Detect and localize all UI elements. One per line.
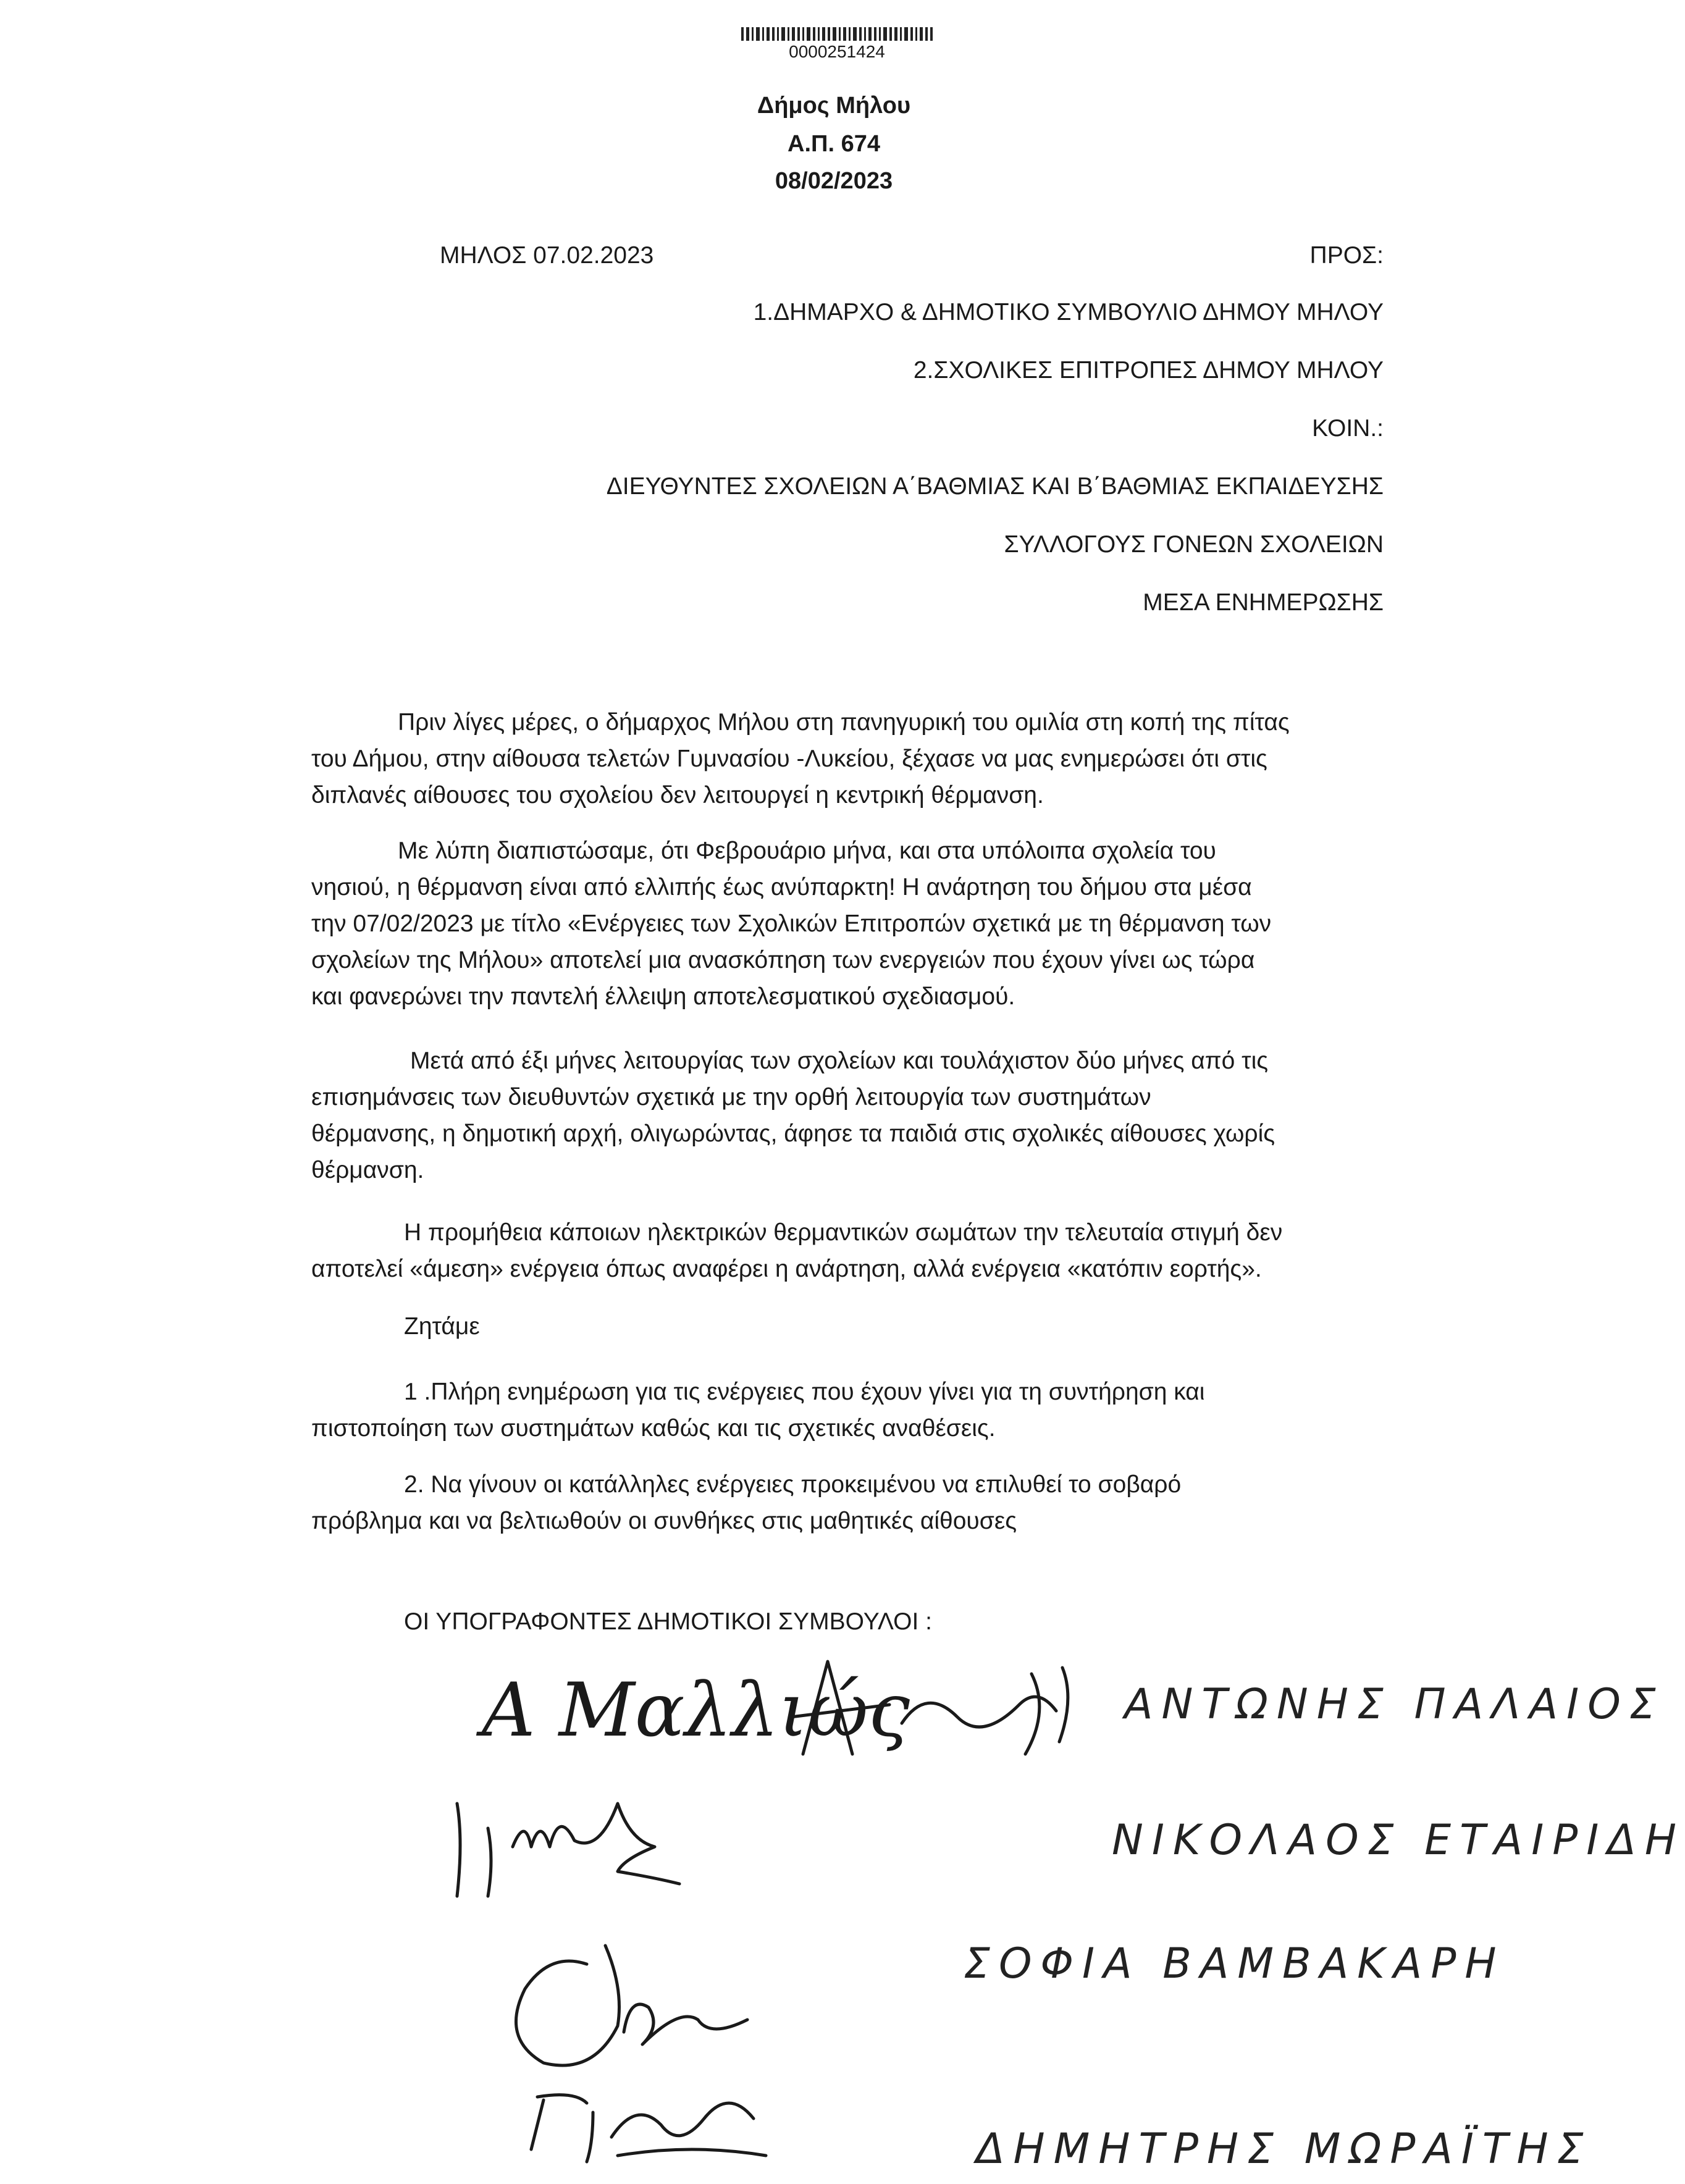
signatory-name-2: ΝΙΚΟΛΑΟΣ ΕΤΑΙΡΙΔΗ	[1112, 1816, 1685, 1865]
cc-2: ΣΥΛΛΟΓΟΥΣ ΓΟΝΕΩΝ ΣΧΟΛΕΙΩΝ	[1004, 531, 1384, 558]
paragraph-4	[311, 1214, 1411, 1287]
registration-date: 08/02/2023	[775, 168, 893, 194]
cc-1: ΔΙΕΥΘΥΝΤΕΣ ΣΧΟΛΕΙΩΝ Α΄ΒΑΘΜΙΑΣ ΚΑΙ Β΄ΒΑΘΜΙΑΣ ΕΚΠΑΙΔΕΥΣΗΣ	[606, 473, 1384, 500]
signatory-name-1: ΑΝΤΩΝΗΣ ΠΑΛΑΙΟΣ	[1124, 1680, 1665, 1729]
text-line: Η προμήθεια κάποιων ηλεκτρικών θερμαντικών σωμάτων την τελευταία στιγμή δεν	[404, 1219, 1283, 1246]
text-line: θέρμανσης, η δημοτική αρχή, ολιγωρώντας, άφησε τα παιδιά στις σχολικές αίθουσες χωρίς	[311, 1120, 1275, 1147]
barcode-number: 0000251424	[789, 42, 885, 61]
paragraph-2	[311, 833, 1411, 1015]
signatory-name-4: ΔΗΜΗΤΡΗΣ ΜΩΡΑΪΤΗΣ	[976, 2125, 1592, 2174]
to-label: ΠΡΟΣ:	[1309, 242, 1384, 269]
text-line: και φανερώνει την παντελή έλλειψη αποτελεσματικού σχεδιασμού.	[311, 983, 1015, 1010]
request-2	[311, 1466, 1411, 1539]
text-line: του Δήμου, στην αίθουσα τελετών Γυμνασίου -Λυκείου, ξέχασε να μας ενημερώσει ότι στις	[311, 746, 1267, 772]
text-line: επισημάνσεις των διευθυντών σχετικά με την ορθή λειτουργία των συστημάτων	[311, 1084, 1151, 1111]
municipality-name: Δήμος Μήλου	[757, 93, 911, 119]
text-line: αποτελεί «άμεση» ενέργεια όπως αναφέρει η ανάρτηση, αλλά ενέργεια «κατόπιν εορτής».	[311, 1256, 1262, 1282]
recipient-1: 1.ΔΗΜΑΡΧΟ & ΔΗΜΟΤΙΚΟ ΣΥΜΒΟΥΛΙΟ ΔΗΜΟΥ ΜΗΛΟΥ	[753, 299, 1384, 326]
text-line: την 07/02/2023 με τίτλο «Ενέργειες των Σχολικών Επιτροπών σχετικά με τη θέρμανση των	[311, 910, 1272, 937]
text-line: νησιού, η θέρμανση είναι από ελλιπής έως ανύπαρκτη! Η ανάρτηση του δήμου στα μέσα	[311, 874, 1252, 901]
protocol-number: Α.Π. 674	[788, 131, 880, 157]
signatories-label: ΟΙ ΥΠΟΓΡΑΦΟΝΤΕΣ ΔΗΜΟΤΙΚΟΙ ΣΥΜΒΟΥΛΟΙ :	[404, 1608, 932, 1635]
text-line: πρόβλημα και να βελτιωθούν οι συνθήκες στις μαθητικές αίθουσες	[311, 1508, 1017, 1534]
svg-text:Α Μαλλιώς: Α Μαλλιώς	[482, 1668, 910, 1754]
text-line: Μετά από έξι μήνες λειτουργίας των σχολείων και τουλάχιστον δύο μήνες από τις	[410, 1048, 1269, 1074]
text-line: 2. Να γίνουν οι κατάλληλες ενέργειες προκειμένου να επιλυθεί το σοβαρό	[404, 1471, 1182, 1498]
signatory-name-3: ΣΟΦΙΑ ΒΑΜΒΑΚΑΡΗ	[964, 1939, 1505, 1988]
text-line: Πριν λίγες μέρες, ο δήμαρχος Μήλου στη πανηγυρική του ομιλία στη κοπή της πίτας	[398, 709, 1290, 736]
request-1	[311, 1374, 1411, 1447]
text-line: διπλανές αίθουσες του σχολείου δεν λειτουργεί η κεντρική θέρμανση.	[311, 782, 1044, 808]
text-line: πιστοποίηση των συστημάτων καθώς και τις σχετικές αναθέσεις.	[311, 1415, 996, 1442]
paragraph-3	[311, 1043, 1411, 1188]
text-line: Με λύπη διαπιστώσαμε, ότι Φεβρουάριο μήνα, και στα υπόλοιπα σχολεία του	[398, 838, 1216, 864]
place-date: ΜΗΛΟΣ 07.02.2023	[440, 242, 654, 269]
request-label: Ζητάμε	[404, 1313, 480, 1340]
text-line: 1 .Πλήρη ενημέρωση για τις ενέργειες που έχουν γίνει για τη συντήρηση και	[404, 1379, 1205, 1405]
cc-label: ΚΟΙΝ.:	[1312, 415, 1384, 442]
text-line: σχολείων της Μήλου» αποτελεί μια ανασκόπηση των ενεργειών που έχουν γίνει ως τώρα	[311, 947, 1255, 973]
recipient-2: 2.ΣΧΟΛΙΚΕΣ ΕΠΙΤΡΟΠΕΣ ΔΗΜΟΥ ΜΗΛΟΥ	[913, 357, 1384, 384]
text-line: θέρμανση.	[311, 1157, 424, 1183]
paragraph-1	[311, 704, 1411, 813]
barcode	[741, 27, 933, 41]
cc-3: ΜΕΣΑ ΕΝΗΜΕΡΩΣΗΣ	[1143, 589, 1384, 616]
